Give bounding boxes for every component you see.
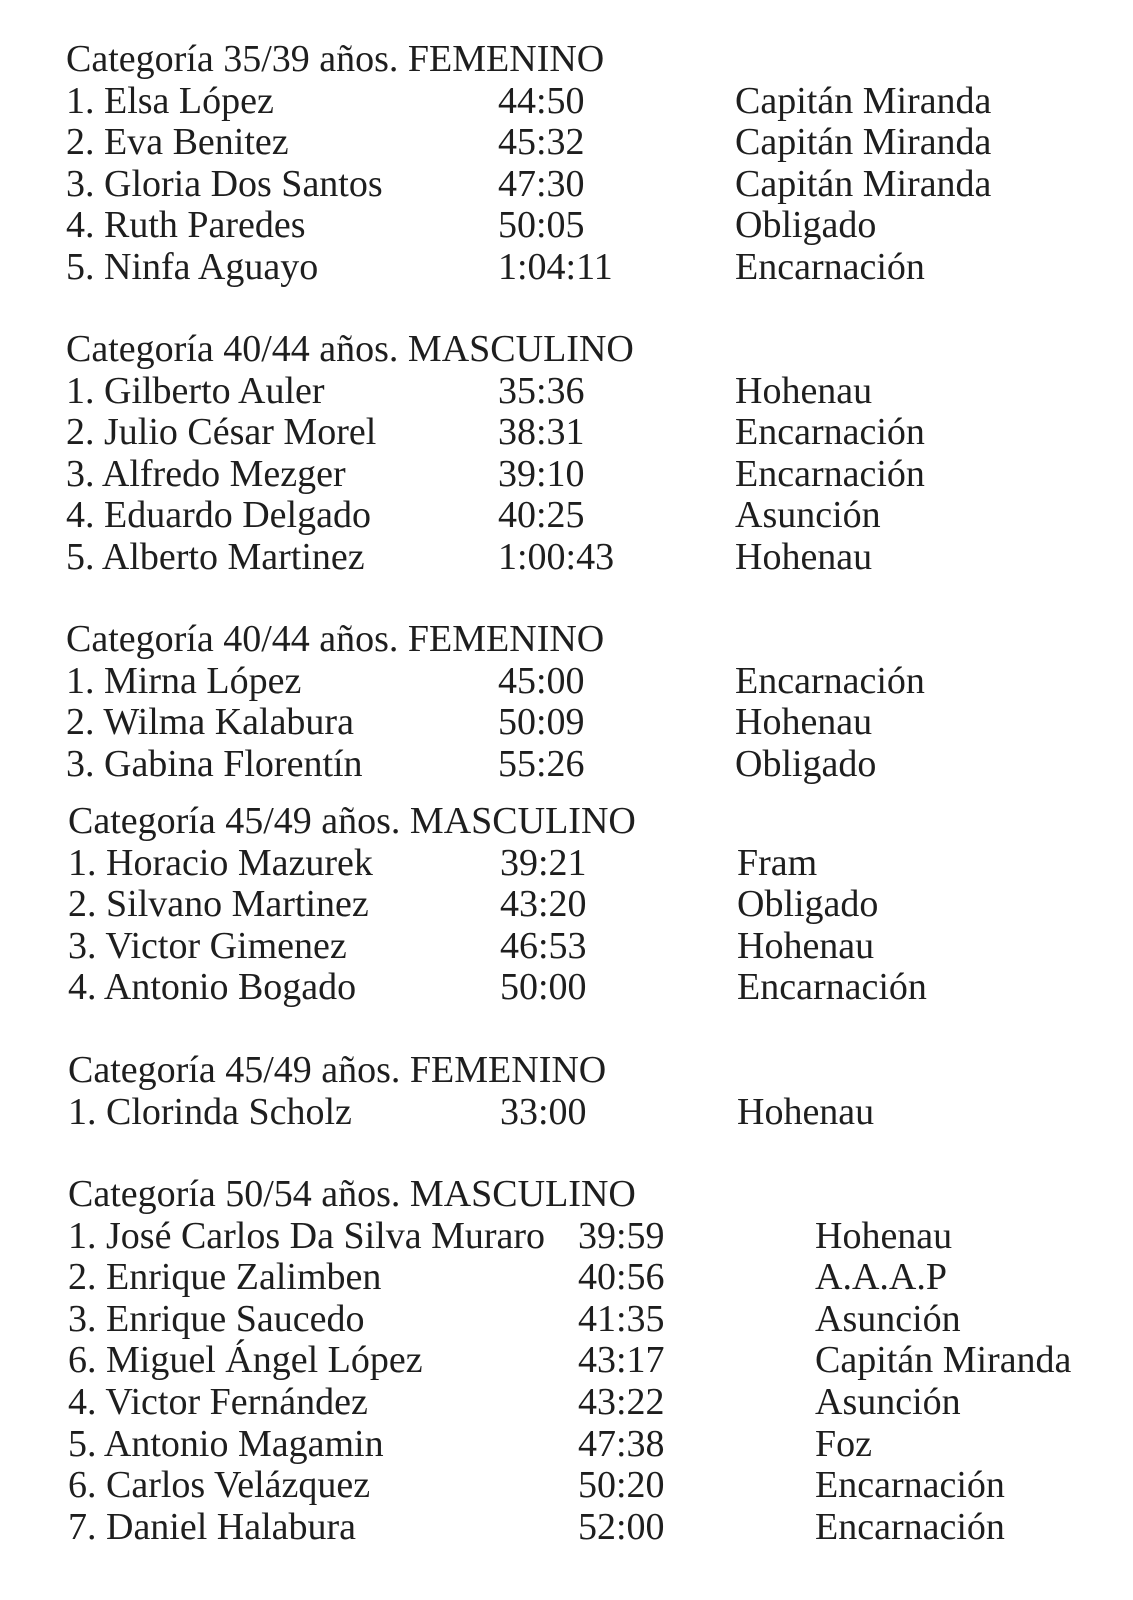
result-row: [0, 121, 1133, 163]
category-heading: Categoría 35/39 años. FEMENINO: [66, 38, 605, 80]
club-name: Capitán Miranda: [735, 121, 992, 164]
result-row: [0, 246, 1133, 288]
club-name: Encarnación: [815, 1505, 1005, 1548]
runner-name: 5. Ninfa Aguayo: [66, 246, 319, 288]
finish-time: 39:21: [500, 841, 587, 884]
category-heading: Categoría 45/49 años. FEMENINO: [68, 1049, 607, 1091]
club-name: Encarnación: [735, 411, 925, 454]
runner-name: 1. José Carlos Da Silva Muraro: [68, 1214, 546, 1257]
runner-name: 6. Miguel Ángel López: [68, 1339, 423, 1382]
result-row: [0, 1506, 1133, 1548]
finish-time: 40:25: [498, 494, 585, 537]
finish-time: 52:00: [578, 1505, 665, 1548]
finish-time: 55:26: [498, 742, 585, 785]
runner-name: 3. Victor Gimenez: [68, 924, 347, 967]
result-row: [0, 411, 1133, 453]
result-row: [0, 660, 1133, 702]
club-name: Obligado: [737, 883, 879, 926]
club-name: Encarnación: [815, 1464, 1005, 1507]
finish-time: 1:00:43: [498, 536, 615, 578]
club-name: Obligado: [735, 742, 877, 785]
result-row: [0, 163, 1133, 205]
runner-name: 1. Elsa López: [66, 79, 274, 122]
finish-time: 35:36: [498, 369, 585, 412]
result-row: [0, 1339, 1133, 1381]
runner-name: 2. Silvano Martinez: [68, 883, 369, 926]
result-row: [0, 1091, 1133, 1133]
runner-name: 5. Alberto Martinez: [66, 536, 365, 578]
club-name: Capitán Miranda: [735, 162, 992, 205]
club-name: Obligado: [735, 204, 877, 247]
runner-name: 1. Gilberto Auler: [66, 369, 325, 412]
runner-name: 1. Clorinda Scholz: [68, 1090, 352, 1133]
result-row: [0, 370, 1133, 412]
runner-name: 4. Victor Fernández: [68, 1381, 368, 1423]
club-name: Asunción: [735, 494, 881, 537]
result-row: [0, 1381, 1133, 1423]
category-heading: Categoría 40/44 años. MASCULINO: [66, 328, 634, 370]
result-row: [0, 1298, 1133, 1340]
finish-time: 39:10: [498, 452, 585, 495]
runner-name: 2. Wilma Kalabura: [66, 701, 354, 744]
finish-time: 44:50: [498, 79, 585, 122]
finish-time: 38:31: [498, 411, 585, 454]
finish-time: 40:56: [578, 1256, 665, 1299]
finish-time: 33:00: [500, 1090, 587, 1133]
runner-name: 1. Horacio Mazurek: [68, 841, 373, 884]
result-row: [0, 842, 1133, 884]
club-name: Hohenau: [735, 701, 873, 744]
finish-time: 1:04:11: [498, 246, 613, 288]
club-name: Hohenau: [735, 536, 873, 578]
finish-time: 45:00: [498, 659, 585, 702]
runner-name: 3. Gabina Florentín: [66, 742, 363, 785]
club-name: Hohenau: [737, 1090, 875, 1133]
runner-name: 3. Enrique Saucedo: [68, 1297, 365, 1340]
club-name: Capitán Miranda: [735, 79, 992, 122]
club-name: A.A.A.P: [815, 1256, 947, 1299]
club-name: Hohenau: [735, 369, 873, 412]
club-name: Asunción: [815, 1297, 961, 1340]
result-row: [0, 536, 1133, 578]
result-row: [0, 1215, 1133, 1257]
result-row: [0, 966, 1133, 1008]
runner-name: 5. Antonio Magamin: [68, 1422, 384, 1465]
runner-name: 7. Daniel Halabura: [68, 1505, 357, 1548]
category-heading: Categoría 40/44 años. FEMENINO: [66, 618, 605, 660]
category-heading: Categoría 45/49 años. MASCULINO: [68, 800, 636, 842]
result-row: [0, 1423, 1133, 1465]
club-name: Encarnación: [735, 452, 925, 495]
club-name: Hohenau: [737, 924, 875, 967]
finish-time: 50:05: [498, 204, 585, 247]
finish-time: 47:38: [578, 1422, 665, 1465]
runner-name: 1. Mirna López: [66, 659, 302, 702]
category-heading: Categoría 50/54 años. MASCULINO: [68, 1173, 636, 1215]
club-name: Foz: [815, 1422, 872, 1465]
club-name: Encarnación: [735, 659, 925, 702]
runner-name: 4. Eduardo Delgado: [66, 494, 371, 537]
runner-name: 3. Gloria Dos Santos: [66, 162, 383, 205]
runner-name: 3. Alfredo Mezger: [66, 452, 346, 495]
finish-time: 46:53: [500, 924, 587, 967]
finish-time: 39:59: [578, 1214, 665, 1257]
runner-name: 6. Carlos Velázquez: [68, 1464, 371, 1507]
club-name: Fram: [737, 841, 818, 884]
finish-time: 50:00: [500, 966, 587, 1009]
runner-name: 4. Ruth Paredes: [66, 204, 306, 247]
runner-name: 2. Eva Benitez: [66, 121, 289, 164]
result-row: [0, 883, 1133, 925]
club-name: Encarnación: [737, 966, 927, 1009]
club-name: Asunción: [815, 1381, 961, 1423]
result-row: [0, 701, 1133, 743]
result-row: [0, 925, 1133, 967]
result-row: [0, 453, 1133, 495]
runner-name: 2. Julio César Morel: [66, 411, 377, 454]
finish-time: 43:17: [578, 1339, 665, 1382]
result-row: [0, 1464, 1133, 1506]
club-name: Encarnación: [735, 246, 925, 288]
finish-time: 50:20: [578, 1464, 665, 1507]
club-name: Capitán Miranda: [815, 1339, 1072, 1382]
result-row: [0, 80, 1133, 122]
result-row: [0, 743, 1133, 785]
finish-time: 45:32: [498, 121, 585, 164]
club-name: Hohenau: [815, 1214, 953, 1257]
finish-time: 43:20: [500, 883, 587, 926]
runner-name: 4. Antonio Bogado: [68, 966, 357, 1009]
finish-time: 41:35: [578, 1297, 665, 1340]
finish-time: 50:09: [498, 701, 585, 744]
runner-name: 2. Enrique Zalimben: [68, 1256, 382, 1299]
finish-time: 43:22: [578, 1381, 665, 1423]
result-row: [0, 204, 1133, 246]
result-row: [0, 1256, 1133, 1298]
result-row: [0, 494, 1133, 536]
finish-time: 47:30: [498, 162, 585, 205]
